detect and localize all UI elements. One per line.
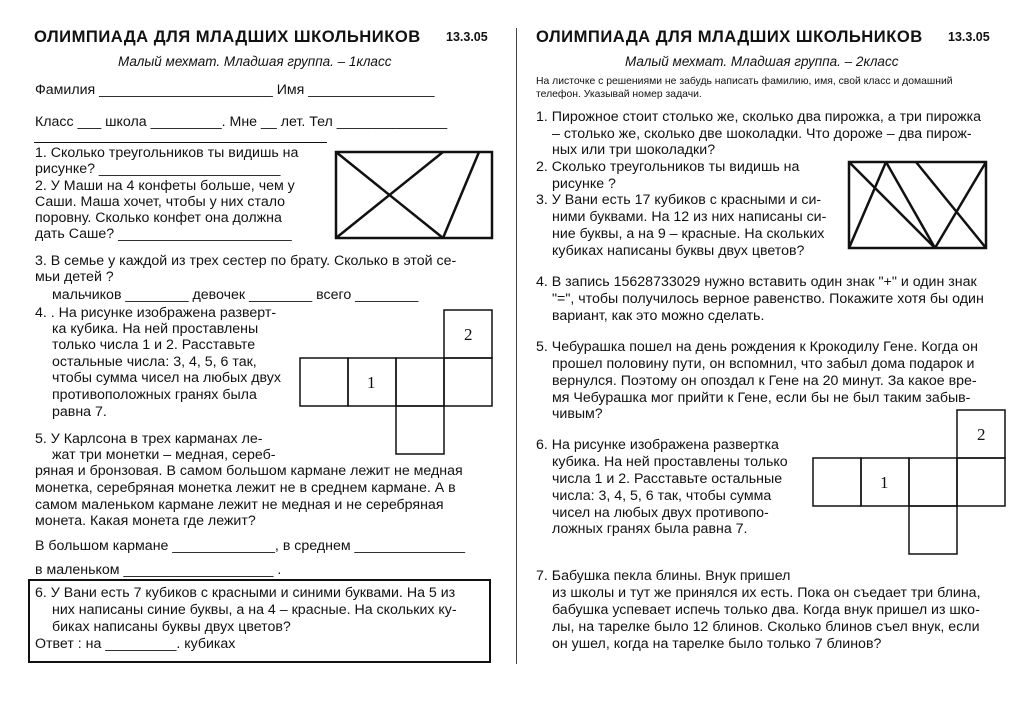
left-q3-line: 3. В семье у каждой из трех сестер по брату. Сколько в этой се-	[35, 253, 457, 269]
right-q1-line: 1. Пирожное стоит столько же, сколько два пирожка, а три пирожка	[536, 109, 982, 125]
right-q5-line: чивым?	[552, 406, 603, 422]
right-net-label-2: 2	[977, 425, 986, 444]
right-q6-line: 6. На рисунке изображена развертка	[536, 437, 779, 453]
right-q2-line: рисунке ?	[552, 176, 616, 192]
left-form-name-line: Фамилия ______________________ Имя ________________	[35, 82, 435, 98]
right-q6-line: чисел на любых двух противопо-	[552, 505, 769, 521]
right-q6-line: кубика. На ней проставлены только	[552, 454, 788, 470]
right-q7-line: лы, на тарелке было 12 блинов. Сколько блинов съел внук, если	[552, 619, 980, 635]
right-note-line: На листочке с решениями не забудь написать фамилию, имя, свой класс и домашний	[536, 76, 953, 87]
left-q4-line: только числа 1 и 2. Расставьте	[52, 337, 256, 353]
left-q3-answer-line: мальчиков ________ девочек ________ всего ________	[52, 287, 419, 303]
left-q5-line: монета. Какая монета где лежит?	[35, 513, 256, 529]
right-q4-line: "=", чтобы получилось верное равенство. Покажите хотя бы один	[552, 291, 984, 307]
left-q6-line: 6. У Вани есть 7 кубиков с красными и синими буквами. На 5 из	[35, 585, 456, 601]
left-q4-line: 4. . На рисунке изображена разверт-	[35, 305, 277, 321]
left-net-label-1: 1	[367, 373, 376, 392]
left-q5-line: 5. У Карлсона в трех карманах ле-	[35, 431, 263, 447]
left-form-class-line: Класс ___ школа _________. Мне __ лет. Тел ______________	[35, 114, 448, 130]
right-cube-net	[813, 410, 1013, 556]
right-q3-line: ние буквы, а на 9 – красные. На скольких	[552, 226, 825, 242]
left-cube-net	[300, 310, 500, 456]
left-q4-line: остальные числа: 3, 4, 5, 6 так,	[52, 354, 257, 370]
right-q3-line: 3. У Вани есть 17 кубиков с красными и си-	[536, 192, 822, 208]
right-q7-line: бабушка успевает испечь только два. Когда внук пришел из шко-	[552, 602, 980, 618]
right-q1-line: ных или три шоколадки?	[552, 142, 716, 158]
left-q5-line: самом маленьком кармане лежит не медная и не серебряная	[35, 497, 444, 513]
left-answer-line-1: В большом кармане _____________, в среднем ______________	[35, 538, 466, 554]
left-q5-line: ряная и бронзовая. В самом большом кармане лежит не медная	[35, 463, 463, 479]
left-q6-answer: Ответ : на _________. кубиках	[35, 636, 236, 652]
right-triangles-figure	[848, 161, 990, 251]
right-q6-line: ложных гранях была равна 7.	[552, 521, 748, 537]
right-date: 13.3.05	[948, 30, 990, 44]
right-q2-line: 2. Сколько треугольников ты видишь на	[536, 159, 800, 175]
left-date: 13.3.05	[446, 30, 488, 44]
left-q6-line: них написаны синие буквы, а на 4 – красные. На скольких ку-	[52, 602, 457, 618]
left-subtitle: Малый мехмат. Младшая группа. – 1класс	[118, 54, 392, 69]
left-q4-line: равна 7.	[52, 404, 107, 420]
left-q5-line: монетка, серебряная монетка лежит не в среднем кармане. А в	[35, 480, 456, 496]
left-q4-line: ка кубика. На ней проставлены	[52, 321, 259, 337]
left-q5-line: жат три монетки – медная, сереб-	[52, 447, 276, 463]
left-answer-line-2: в маленьком ___________________ .	[35, 562, 282, 578]
right-q4-line: вариант, как это можно сделать.	[552, 308, 765, 324]
right-q4-line: 4. В запись 15628733029 нужно вставить один знак "+" и один знак	[536, 274, 977, 290]
left-q4-line: чтобы сумма чисел на любых двух	[52, 370, 281, 386]
page-divider	[516, 28, 517, 664]
right-q5-line: мя Чебурашка мог прийти к Гене, если бы не был таким забыв-	[552, 390, 971, 406]
left-section-divider	[34, 142, 327, 143]
right-q1-line: – столько же, сколько две шоколадки. Что дороже – два пирож-	[552, 126, 972, 142]
right-q7-line: из школы и тут же принялся их есть. Пока он съедает три блина,	[552, 585, 981, 601]
left-q2-line: поровну. Сколько конфет она должна	[35, 210, 282, 226]
right-net-label-1: 1	[880, 473, 889, 492]
right-note-line: телефон. Указывай номер задачи.	[536, 89, 702, 100]
left-net-label-2: 2	[464, 325, 473, 344]
right-q5-line: прошел половину пути, он вспомнил, что забыл дома подарок и	[552, 356, 975, 372]
right-subtitle: Малый мехмат. Младшая группа. – 2класс	[625, 54, 899, 69]
right-q3-line: кубиках написаны буквы двух цветов?	[552, 243, 805, 259]
left-q1-line: 1. Сколько треугольников ты видишь на	[35, 145, 299, 161]
right-q7-line: он ушел, когда на тарелке было только 7 блинов?	[552, 636, 882, 652]
right-q7-line: 7. Бабушка пекла блины. Внук пришел	[536, 568, 791, 584]
left-q2-line: Саши. Маша хочет, чтобы у них стало	[35, 194, 286, 210]
left-triangles-figure	[335, 151, 495, 241]
right-q6-line: числа: 3, 4, 5, 6 так, чтобы сумма	[552, 488, 772, 504]
right-q6-line: числа 1 и 2. Расставьте остальные	[552, 471, 783, 487]
right-q5-line: 5. Чебурашка пошел на день рождения к Крокодилу Гене. Когда он	[536, 339, 978, 355]
right-title: ОЛИМПИАДА ДЛЯ МЛАДШИХ ШКОЛЬНИКОВ	[536, 27, 923, 46]
left-q3-line: мьи детей ?	[35, 269, 114, 285]
left-q6-line: биках написаны буквы двух цветов?	[52, 619, 291, 635]
left-q1-line: рисунке? _______________________	[35, 161, 281, 177]
left-q4-line: противоположных гранях была	[52, 387, 257, 403]
left-q2-line: 2. У Маши на 4 конфеты больше, чем у	[35, 178, 295, 194]
left-title: ОЛИМПИАДА ДЛЯ МЛАДШИХ ШКОЛЬНИКОВ	[34, 27, 421, 46]
right-q5-line: вернулся. Поэтому он опоздал к Гене на 20 минут. За какое вре-	[552, 373, 977, 389]
right-q3-line: ними буквами. На 12 из них написаны си-	[552, 209, 827, 225]
left-q2-line: дать Саше? ______________________	[35, 226, 292, 242]
